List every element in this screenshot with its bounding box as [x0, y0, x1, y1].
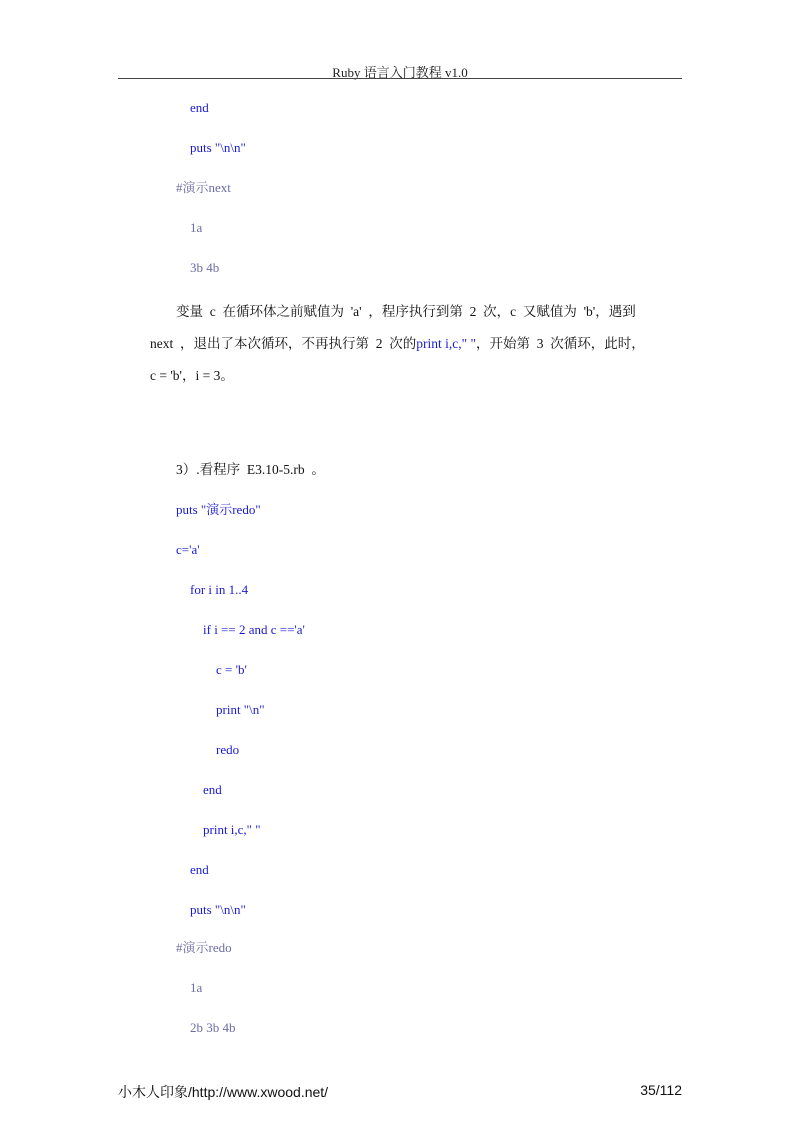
page-number: 35/112	[640, 1082, 682, 1098]
footer-source-link[interactable]: 小木人印象/http://www.xwood.net/	[118, 1084, 329, 1100]
code-line: end	[190, 862, 209, 877]
code-line: puts "\n\n"	[190, 902, 246, 917]
paragraph-text: next ，退出了本次循环，不再执行第 2 次的	[150, 336, 417, 351]
code-line: end	[190, 100, 209, 115]
paragraph-text: ，开始第 3 次循环，此时，	[476, 336, 645, 351]
header-rule	[118, 78, 682, 79]
code-line: puts "\n\n"	[190, 140, 246, 155]
code-line: if i == 2 and c =='a'	[203, 622, 305, 637]
code-line: redo	[216, 742, 240, 757]
code-comment: #演示redo	[176, 940, 232, 955]
code-line: end	[203, 782, 222, 797]
inline-code: print i,c," "	[416, 336, 477, 351]
output-line: 2b 3b 4b	[190, 1020, 236, 1035]
output-line: 3b 4b	[190, 260, 220, 275]
code-line: print "\n"	[216, 702, 265, 717]
code-line: print i,c," "	[203, 822, 261, 837]
code-comment: #演示next	[176, 180, 231, 195]
output-line: 1a	[190, 220, 203, 235]
code-line: c = 'b'	[216, 662, 247, 677]
section-heading: 3）.看程序 E3.10-5.rb 。	[176, 462, 325, 477]
output-line: 1a	[190, 980, 203, 995]
code-line: puts "演示redo"	[176, 502, 261, 517]
code-line: for i in 1..4	[190, 582, 249, 597]
paragraph-line-2	[150, 336, 645, 352]
paragraph-line-1: 变量 c 在循环体之前赋值为 'a' ，程序执行到第 2 次，c 又赋值为 'b'，遇到	[176, 304, 636, 319]
code-line: c='a'	[176, 542, 200, 557]
paragraph-line-3: c = 'b'，i = 3。	[150, 368, 234, 383]
running-header: Ruby 语言入门教程 v1.0	[332, 65, 468, 80]
